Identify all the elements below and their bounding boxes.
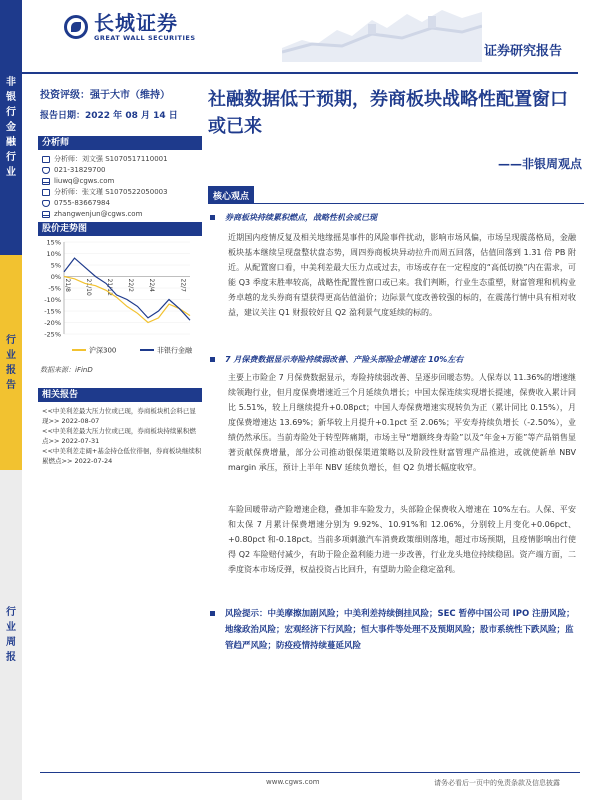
mail-icon bbox=[42, 211, 50, 218]
report-title: 社融数据低于预期，券商板块战略性配置窗口或已来 bbox=[208, 89, 568, 137]
analyst-line-text: 0755-83667984 bbox=[54, 199, 110, 207]
risk-warning-text: 风险提示：中美摩擦加剧风险；中美利差持续倒挂风险；SEC 暂停中国公司 IPO 注册风险；地缘政治风险；宏观经济下行风险；恒大事件等处理不及预期风险；股市系统性下跌风险；监管趋严风险；防疫疫情持续蔓延风险 bbox=[225, 609, 575, 651]
side-char: 业 bbox=[6, 167, 16, 178]
side-band bbox=[0, 0, 22, 800]
related-report-link[interactable]: <<中美利差最大压力位或已现，券商板块机会料已显现>> 2022-08-07 bbox=[42, 407, 196, 425]
y-tick-label: 10% bbox=[46, 250, 61, 258]
analyst-line-text: zhangwenjun@cgws.com bbox=[54, 210, 143, 218]
bullet-square-icon bbox=[210, 215, 215, 220]
performance-title: 股价走势图 bbox=[38, 222, 202, 236]
related-report-link[interactable]: <<中美利差走阔+基金持仓低位徘徊，券商板块继续积累燃点>> 2022-07-24 bbox=[42, 447, 202, 465]
data-source-note: 数据来源：iFinD bbox=[40, 366, 93, 374]
side-industry-label bbox=[0, 0, 22, 255]
investment-rating: 投资评级：强于大市（维持） bbox=[40, 90, 170, 101]
person-icon bbox=[42, 189, 50, 196]
paragraph-3: 车险回暖带动产险增速企稳，叠加非车险发力，头部险企保费收入增速在 10%左右。人保、平安和太保 7 月累计保费增速分别为 9.92%、10.91%和 12.06%，分别较上月变化+0.06pct、+0.80pct 和-0.18pct。当前多项刺激汽车消费政策细则落地，超过市场预期，且疫情影响出行使得 Q2 车险赔付减少，有助于险企盈利能力进一步改善，行业龙头地位持续稳固。资产端方面，二季度资本市场反弹，权益投资占比回升，有望助力险企稳定盈利。 bbox=[228, 505, 576, 574]
y-tick-label: 15% bbox=[46, 238, 61, 247]
related-reports-title: 相关报告 bbox=[38, 388, 202, 402]
side-report-type-label bbox=[0, 255, 22, 470]
great-wall-illustration bbox=[282, 0, 482, 62]
footer-divider bbox=[40, 772, 580, 773]
y-tick-label: -25% bbox=[44, 330, 61, 339]
core-views-label: 核心观点 bbox=[208, 186, 254, 204]
report-subtitle: ——非银周观点 bbox=[497, 157, 582, 171]
x-tick-label: 22/4 bbox=[148, 278, 155, 292]
x-tick-label: 22/7 bbox=[179, 278, 187, 292]
logo-chinese-name: 长城证券 bbox=[94, 11, 178, 35]
side-char: 行 bbox=[6, 334, 16, 346]
company-logo bbox=[64, 12, 196, 42]
side-char: 告 bbox=[6, 379, 16, 391]
paragraph-2: 主要上市险企 7 月保费数据显示，寿险持续弱改善、呈逐步回暖态势。人保寿以 11.36%的增速继续领跑行业，但月度保费增速近三个月延续负增长；中国太保连续实现增长提速，保费收入累计同比 5.51%，较上月继续提升+0.08pct；中国人寿保费增速实现转负为正（累计同比 0.15%），月度保费增速达 13.69%；新华较上月提升+0.1pct 至 2.06%；平安寿持续负增长（-2.50%），业绩仍然承压。当前寿险处于转型阵痛期，市场主导“增额终身寿险”以及“年金+万能”等产品销售显著贡献保费增量，部分公司推动银保渠道策略以及阶段性财富管理产品推进，或就使新单 NBV margin 承压，预计上半年 NBV 延续负增长，但 Q2 负增长幅度收窄。 bbox=[228, 373, 576, 472]
y-tick-label: 5% bbox=[50, 261, 61, 270]
bullet-heading-1 bbox=[210, 212, 377, 223]
analyst-line bbox=[38, 198, 202, 209]
footer-website-link[interactable]: www.cgws.com bbox=[266, 778, 320, 786]
analyst-line-text: liuwq@cgws.com bbox=[54, 177, 115, 185]
y-tick-label: 0% bbox=[50, 273, 61, 281]
mail-icon bbox=[42, 178, 50, 185]
risk-warning bbox=[210, 606, 578, 654]
analyst-line[interactable] bbox=[38, 176, 202, 187]
report-type-label: 证券研究报告 bbox=[483, 44, 562, 59]
bullet-heading-2 bbox=[210, 354, 463, 365]
side-char: 行 bbox=[6, 107, 16, 118]
logo-english-name: GREAT WALL SECURITIES bbox=[94, 34, 196, 42]
bullet-square-icon bbox=[210, 611, 215, 616]
bullet-heading-1-text: 券商板块持续累积燃点，战略性机会或已现 bbox=[225, 213, 377, 222]
bullet-square-icon bbox=[210, 357, 215, 362]
phone-icon bbox=[42, 200, 50, 207]
x-tick-label: 21/10 bbox=[85, 278, 92, 296]
stock-performance-chart bbox=[38, 222, 202, 362]
analyst-box bbox=[38, 136, 202, 220]
side-char: 行 bbox=[6, 152, 16, 163]
analyst-line bbox=[38, 165, 202, 176]
header-divider bbox=[22, 72, 578, 74]
bullet-heading-2-text: 7 月保费数据显示寿险持续弱改善、产险头部险企增速在 10%左右 bbox=[225, 355, 464, 364]
footer-disclaimer-note: 请务必看后一页中的免责条款及信息披露 bbox=[434, 779, 560, 787]
side-weekly-label bbox=[0, 470, 22, 800]
report-date: 报告日期：2022 年 08 月 14 日 bbox=[40, 111, 178, 121]
side-char: 银 bbox=[6, 92, 16, 103]
core-views-bar bbox=[208, 186, 584, 204]
related-report-link[interactable]: <<中美利差最大压力位或已现，券商板块持续累积燃点>> 2022-07-31 bbox=[42, 427, 196, 445]
x-tick-label: 22/2 bbox=[127, 278, 134, 292]
y-tick-label: -5% bbox=[48, 284, 61, 293]
y-tick-label: -10% bbox=[44, 296, 61, 304]
legend-label: 非银行金融 bbox=[157, 346, 192, 355]
side-char: 报 bbox=[6, 364, 16, 376]
side-char: 非 bbox=[6, 77, 16, 88]
side-char: 融 bbox=[6, 137, 16, 148]
side-char: 业 bbox=[6, 622, 16, 633]
header bbox=[22, 0, 600, 72]
side-char: 报 bbox=[6, 652, 16, 663]
x-tick-label: 21/8 bbox=[64, 278, 71, 292]
person-icon bbox=[42, 156, 50, 163]
phone-icon bbox=[42, 167, 50, 174]
y-tick-label: -20% bbox=[44, 319, 61, 327]
side-char: 周 bbox=[6, 637, 16, 648]
y-tick-label: -15% bbox=[44, 307, 61, 316]
side-char: 业 bbox=[6, 349, 16, 361]
side-char: 金 bbox=[6, 122, 16, 133]
analyst-line bbox=[38, 154, 202, 165]
analyst-line-text: 021-31829700 bbox=[54, 166, 106, 174]
related-reports-box bbox=[38, 388, 202, 466]
analyst-line[interactable] bbox=[38, 209, 202, 220]
logo-icon bbox=[64, 15, 88, 39]
analyst-line bbox=[38, 187, 202, 198]
side-char: 行 bbox=[6, 607, 16, 618]
analyst-line-text: 分析师：刘文强 S1070517110001 bbox=[54, 155, 168, 163]
legend-label: 沪深300 bbox=[89, 346, 117, 355]
analyst-line-text: 分析师：张文瑾 S1070522050003 bbox=[54, 188, 168, 196]
x-tick-label: 21/12 bbox=[106, 278, 113, 296]
paragraph-1: 近期国内疫情反复及相关地缘摇晃事件的风险事件扰动，影响市场风偏，市场呈现震荡格局，金融板块基本继续呈现盘整状盘态势，周四券商板块异动拉升而周五回落，估值回落到 1.31 倍 PB 附近。从配置窗口看，中美利差最大压力点或过去，市场或存在一定程度的“高低切换”内在需求，可能 Q3 季度末胜率较高，战略性配置性窗口或已来。我们判断，行业生态重塑，财富管理和机构业务卓越的龙头券商有望获得更高估值溢价；边际景气度改善较强的标的，在震荡行情中具有相对收益，建议关注 Q1 财报较好且 Q2 盈利景气度延续的标的。 bbox=[228, 233, 576, 317]
analyst-box-title: 分析师 bbox=[38, 136, 202, 150]
